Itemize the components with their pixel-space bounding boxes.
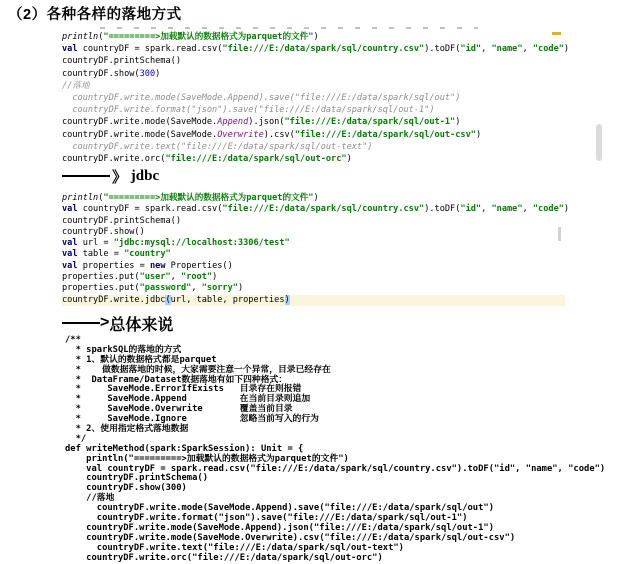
code-line: //落地 — [62, 80, 90, 91]
code-line: countryDF.printSchema() — [62, 215, 181, 226]
arrow-head-icon: 》 — [112, 169, 128, 186]
page-title: （2）各种各样的落地方式 — [8, 7, 182, 23]
code-line: * DataFrame/Dataset数据落地有如下四种格式： — [65, 374, 288, 385]
scrollbar-thumb-artifact-2 — [558, 227, 561, 241]
code-line: countryDF.write.mode(SaveMode.Overwrite).csv("file:///E:/data/spark/sql/out-csv") — [65, 532, 516, 543]
code-line: countryDF.printSchema() — [62, 56, 181, 67]
heading-jdbc — [62, 166, 159, 186]
code-block-save-modes — [62, 31, 569, 165]
code-line: countryDF.write.text("file:///E:/data/spark/sql/out-text") — [62, 141, 373, 152]
cut-off-line-artifact — [100, 27, 478, 29]
code-block-summary — [65, 336, 605, 563]
code-line: countryDF.write.mode(SaveMode.Append).save("file:///E:/data/spark/sql/out") — [62, 92, 461, 103]
code-line: /** — [65, 335, 81, 345]
code-line: val properties = new Properties() — [62, 260, 233, 271]
arrow-head-icon: > — [100, 314, 110, 331]
code-line: countryDF.write.format("json").save("file:///E:/data/spark/sql/out-1") — [65, 513, 468, 524]
code-line: val countryDF = spark.read.csv("file:///E:/data/spark/sql/country.csv").toDF("id", "name", "code") — [65, 463, 606, 474]
code-line: countryDF.write.mode(SaveMode.Overwrite).csv("file:///E:/data/spark/sql/out-csv") — [62, 129, 482, 140]
code-line: countryDF.write.text("file:///E:/data/spark/sql/out-text") — [65, 542, 404, 553]
code-line: countryDF.write.mode(SaveMode.Append).json("file:///E:/data/spark/sql/out-1") — [62, 117, 461, 128]
code-line: val url = "jdbc:mysql://localhost:3306/test" — [62, 238, 290, 249]
arrow-line — [62, 175, 110, 177]
heading-summary-label: 总体来说 — [109, 316, 174, 334]
code-line: properties.put("user", "root") — [62, 272, 218, 283]
code-line: println("=========>加载默认的数据格式为parquet的文件") — [62, 32, 319, 42]
code-line: * SaveMode.ErrorIfExists 目录存在则报错 — [65, 384, 302, 395]
code-line: * SaveMode.Ignore 忽略当前写入的行为 — [65, 414, 319, 425]
code-line: properties.put("password", "sorry") — [62, 283, 244, 294]
code-line: println("=========>加载默认的数据格式为parquet的文件") — [65, 453, 349, 464]
code-line: * SaveMode.Overwrite 覆盖当前目录 — [65, 404, 293, 415]
code-line: * 做数据落地的时候，大家需要注意一个异常，目录已经存在 — [65, 364, 331, 375]
code-block-jdbc — [62, 193, 569, 306]
code-line: val countryDF = spark.read.csv("file:///E:/data/spark/sql/country.csv").toDF("id", "name", "code") — [62, 204, 570, 215]
code-line: countryDF.write.format("json").save("file:///E:/data/spark/sql/out-1") — [62, 105, 435, 116]
code-line: countryDF.show(300) — [65, 483, 187, 494]
scrollbar-thumb-artifact — [596, 124, 602, 161]
code-line: * sparkSQL的落地的方式 — [65, 344, 182, 355]
code-line: */ — [65, 433, 87, 444]
heading-summary — [62, 312, 173, 334]
code-line: countryDF.write.jdbc(url, table, properties) — [62, 295, 565, 306]
code-line: countryDF.printSchema() — [65, 473, 208, 484]
code-line: countryDF.show(300) — [62, 68, 161, 79]
code-line: val countryDF = spark.read.csv("file:///E:/data/spark/sql/country.csv").toDF("id", "name", "code") — [62, 44, 570, 55]
arrow-line — [62, 322, 100, 324]
code-line: def writeMethod(spark:SparkSession): Unit = { — [65, 443, 304, 454]
code-line: println("=========>加载默认的数据格式为parquet的文件") — [62, 193, 319, 203]
code-line: countryDF.write.orc("file:///E:/data/spark/sql/out-orc") — [65, 552, 383, 563]
code-line: countryDF.write.mode(SaveMode.Append).save("file:///E:/data/spark/sql/out") — [65, 503, 494, 514]
code-line: * SaveMode.Append 在当前目录则追加 — [65, 394, 311, 405]
code-line: * 2、使用指定格式落地数据 — [65, 424, 189, 435]
code-line: val table = "country" — [62, 249, 171, 260]
code-line: //落地 — [65, 493, 115, 504]
code-line: countryDF.show() — [62, 226, 145, 237]
code-line: countryDF.write.orc("file:///E:/data/spark/sql/out-orc") — [62, 153, 352, 164]
code-line: countryDF.write.mode(SaveMode.Append).json("file:///E:/data/spark/sql/out-1") — [65, 522, 494, 533]
heading-jdbc-label: jdbc — [130, 167, 160, 184]
code-line: * 1、默认的数据格式都是parquet — [65, 354, 217, 365]
